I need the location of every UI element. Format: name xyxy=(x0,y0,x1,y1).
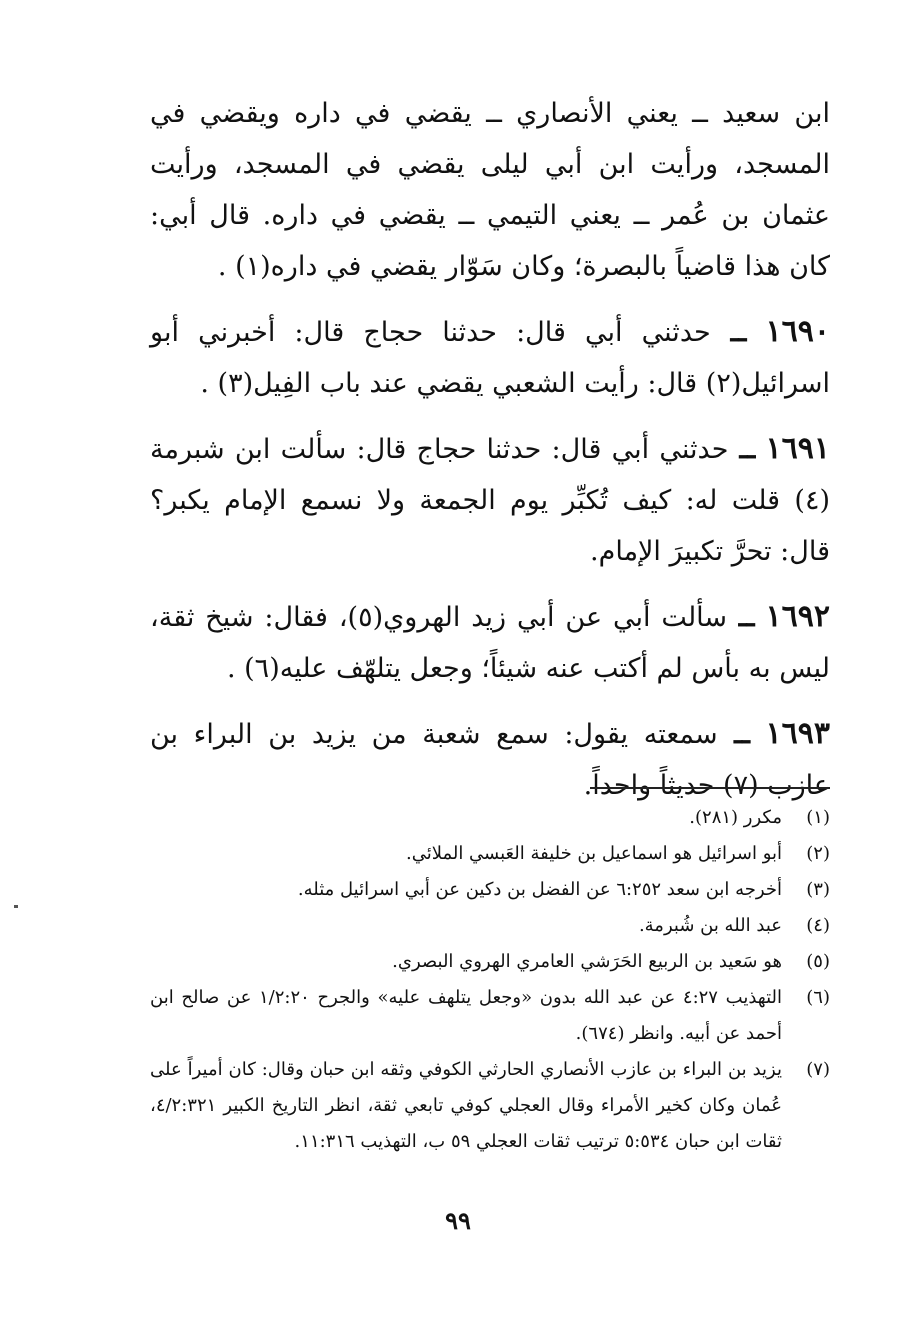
footnote-text: عبد الله بن شُبرمة. xyxy=(638,915,782,936)
main-text xyxy=(150,88,830,825)
hadith-number: ١٦٩١ xyxy=(765,431,830,466)
page-number: ٩٩ xyxy=(445,1206,471,1235)
paragraph-text: ابن سعيد ــ يعني الأنصاري ــ يقضي في داره ويقضي في المسجد، ورأيت ابن أبي ليلى يقضي في المسجد، ورأيت عثمان بن عُمر ــ يعني التيمي ــ يقضي في داره. قال أبي: كان هذا قاضياً بالبصرة؛ وكان سَوّار يقضي في داره(١) . xyxy=(150,98,830,282)
number-dash: ــ xyxy=(728,434,756,465)
paragraph-text: سألت أبي عن أبي زيد الهروي(٥)، فقال: شيخ ثقة، ليس به بأس لم أكتب عنه شيئاً؛ وجعل يتلهّف عليه(٦) . xyxy=(150,602,830,684)
hadith-number: ١٦٩٣ xyxy=(765,716,830,751)
paragraph-continuation xyxy=(150,88,830,292)
footnote-divider xyxy=(590,787,830,789)
footnotes xyxy=(150,800,830,1160)
paragraph-1690 xyxy=(150,306,830,409)
paragraph-1693 xyxy=(150,708,830,811)
footnote-7 xyxy=(150,1052,830,1160)
footnote-number: (١) xyxy=(806,807,830,828)
footnote-number: (٥) xyxy=(806,951,830,972)
footnote-text: مكرر (٢٨١). xyxy=(689,807,782,828)
footnote-number: (٤) xyxy=(806,915,830,936)
footnote-2 xyxy=(150,836,830,872)
paragraph-text: سمعته يقول: سمع شعبة من يزيد بن البراء بن عازب (٧) حديثاً واحداً. xyxy=(150,719,830,801)
footnote-number: (٦) xyxy=(806,987,830,1008)
footnote-number: (٧) xyxy=(806,1059,830,1080)
paragraph-text: حدثني أبي قال: حدثنا حجاج قال: سألت ابن شبرمة (٤) قلت له: كيف تُكبِّر يوم الجمعة ولا نسمع الإمام يكبر؟ قال: تحرَّ تكبيرَ الإمام. xyxy=(150,434,830,567)
margin-mark xyxy=(14,905,18,908)
paragraph-1692 xyxy=(150,591,830,694)
paragraph-1691 xyxy=(150,423,830,577)
footnote-5 xyxy=(150,944,830,980)
footnote-3 xyxy=(150,872,830,908)
hadith-number: ١٦٩٠ xyxy=(765,314,830,349)
paragraph-text: حدثني أبي قال: حدثنا حجاج قال: أخبرني أبو اسرائيل(٢) قال: رأيت الشعبي يقضي عند باب الفِيل(٣) . xyxy=(150,317,830,399)
footnote-text: أبو اسرائيل هو اسماعيل بن خليفة العَبسي الملائي. xyxy=(405,843,782,864)
hadith-number: ١٦٩٢ xyxy=(765,599,830,634)
footnote-text: هو سَعيد بن الربيع الحَرَشي العامري الهروي البصري. xyxy=(392,951,782,972)
number-dash: ــ xyxy=(710,317,747,348)
number-dash: ــ xyxy=(727,602,755,633)
footnote-number: (٢) xyxy=(806,843,830,864)
footnote-text: أخرجه ابن سعد ٦:٢٥٢ عن الفضل بن دكين عن أبي اسرائيل مثله. xyxy=(297,879,782,900)
footnote-text: يزيد بن البراء بن عازب الأنصاري الحارثي الكوفي وثقه ابن حبان وقال: كان أميراً على عُمان وكان كخير الأمراء وقال العجلي كوفي تابعي ثقة، انظر التاريخ الكبير ٤/٢:٣٢١، ثقات ابن حبان ٥:٥٣٤ ترتيب ثقات العجلي ٥٩ ب، التهذيب ١١:٣١٦. xyxy=(150,1059,782,1152)
footnote-6 xyxy=(150,980,830,1052)
footnote-1 xyxy=(150,800,830,836)
footnote-number: (٣) xyxy=(806,879,830,900)
footnote-text: التهذيب ٤:٢٧ عن عبد الله بدون «وجعل يتلهف عليه» والجرح ١/٢:٢٠ عن صالح ابن أحمد عن أبيه. وانظر (٦٧٤). xyxy=(150,987,782,1044)
number-dash: ــ xyxy=(717,719,750,750)
footnote-4 xyxy=(150,908,830,944)
